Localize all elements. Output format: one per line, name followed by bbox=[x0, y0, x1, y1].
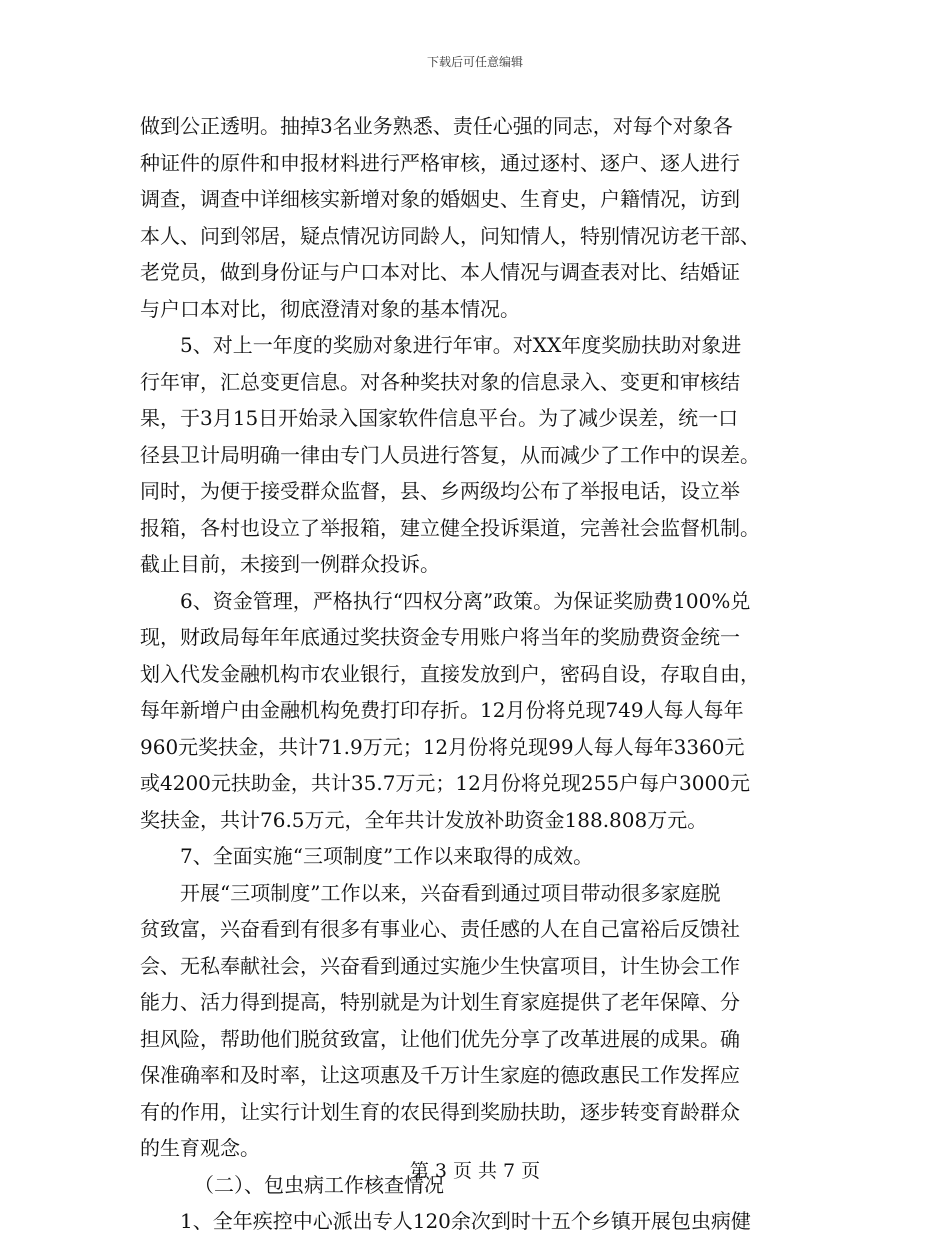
text-line: 划入代发金融机构市农业银行，直接发放到户，密码自设，存取自由， bbox=[140, 661, 760, 686]
text-line: 贫致富，兴奋看到有很多有事业心、责任感的人在自己富裕后反馈社 bbox=[140, 917, 740, 941]
text-line: 7、全面实施“三项制度”工作以来取得的成效。 bbox=[180, 844, 594, 868]
text-line: 报箱，各村也设立了举报箱，建立健全投诉渠道，完善社会监督机制。 bbox=[140, 515, 760, 540]
page-header: 下载后可任意编辑 bbox=[426, 55, 523, 69]
text-line: 同时，为便于接受群众监督，县、乡两级均公布了举报电话，设立举 bbox=[140, 479, 740, 503]
text-line: 保准确率和及时率，让这项惠及千万计生家庭的德政惠民工作发挥应 bbox=[140, 1063, 740, 1087]
text-line: 老党员，做到身份证与户口本对比、本人情况与调查表对比、结婚证 bbox=[140, 260, 740, 284]
text-line: 每年新增户由金融机构免费打印存折。12月份将兑现749人每人每年 bbox=[140, 698, 744, 722]
text-line: 能力、活力得到提高，特别就是为计划生育家庭提供了老年保障、分 bbox=[140, 990, 740, 1014]
text-line: 会、无私奉献社会，兴奋看到通过实施少生快富项目，计生协会工作 bbox=[140, 953, 740, 978]
text-line: 960元奖扶金，共计71.9万元；12月份将兑现99人每人每年3360元 bbox=[140, 734, 745, 759]
page-footer: 第 3 页 共 7 页 bbox=[409, 1160, 541, 1182]
text-line: 有的作用，让实行计划生育的农民得到奖励扶助，逐步转变育龄群众 bbox=[140, 1099, 740, 1124]
text-line: 奖扶金，共计76.5万元，全年共计发放补助资金188.808万元。 bbox=[140, 807, 708, 832]
text-line: 行年审，汇总变更信息。对各种奖扶对象的信息录入、变更和审核结 bbox=[140, 369, 740, 394]
text-line: 截止目前，未接到一例群众投诉。 bbox=[140, 552, 440, 576]
text-line: 1、全年疾控中心派出专人120余次到时十五个乡镇开展包虫病健 bbox=[180, 1209, 751, 1233]
text-line: 担风险，帮助他们脱贫致富，让他们优先分享了改革进展的成果。确 bbox=[140, 1026, 740, 1051]
text-line: 与户口本对比，彻底澄清对象的基本情况。 bbox=[140, 296, 520, 321]
text-line: 或4200元扶助金，共计35.7万元；12月份将兑现255户每户3000元 bbox=[140, 771, 750, 795]
text-line: 种证件的原件和申报材料进行严格审核，通过逐村、逐户、逐人进行 bbox=[140, 150, 740, 175]
text-line: 果，于3月15日开始录入国家软件信息平台。为了减少误差，统一口 bbox=[140, 406, 739, 430]
section-heading: （二）、包虫病工作核查情况 bbox=[194, 1172, 444, 1197]
text-line: 径县卫计局明确一律由专门人员进行答复，从而减少了工作中的误差。 bbox=[140, 442, 760, 467]
text-line: 做到公正透明。抽掉3名业务熟悉、责任心强的同志，对每个对象各 bbox=[140, 114, 733, 138]
text-line: 的生育观念。 bbox=[140, 1136, 260, 1160]
text-line: 5、对上一年度的奖励对象进行年审。对XX年度奖励扶助对象进 bbox=[180, 333, 742, 357]
text-line: 本人、问到邻居，疑点情况访同龄人，问知情人，特别情况访老干部、 bbox=[140, 223, 760, 248]
text-line: 调查，调查中详细核实新增对象的婚姻史、生育史，户籍情况，访到 bbox=[140, 187, 740, 211]
text-line: 6、资金管理，严格执行“四权分离”政策。为保证奖励费100%兑 bbox=[180, 588, 751, 613]
document-body bbox=[140, 108, 816, 1240]
text-line: 开展“三项制度”工作以来，兴奋看到通过项目带动很多家庭脱 bbox=[180, 880, 721, 905]
text-line: 现，财政局每年年底通过奖扶资金专用账户将当年的奖励费资金统一 bbox=[140, 625, 740, 649]
